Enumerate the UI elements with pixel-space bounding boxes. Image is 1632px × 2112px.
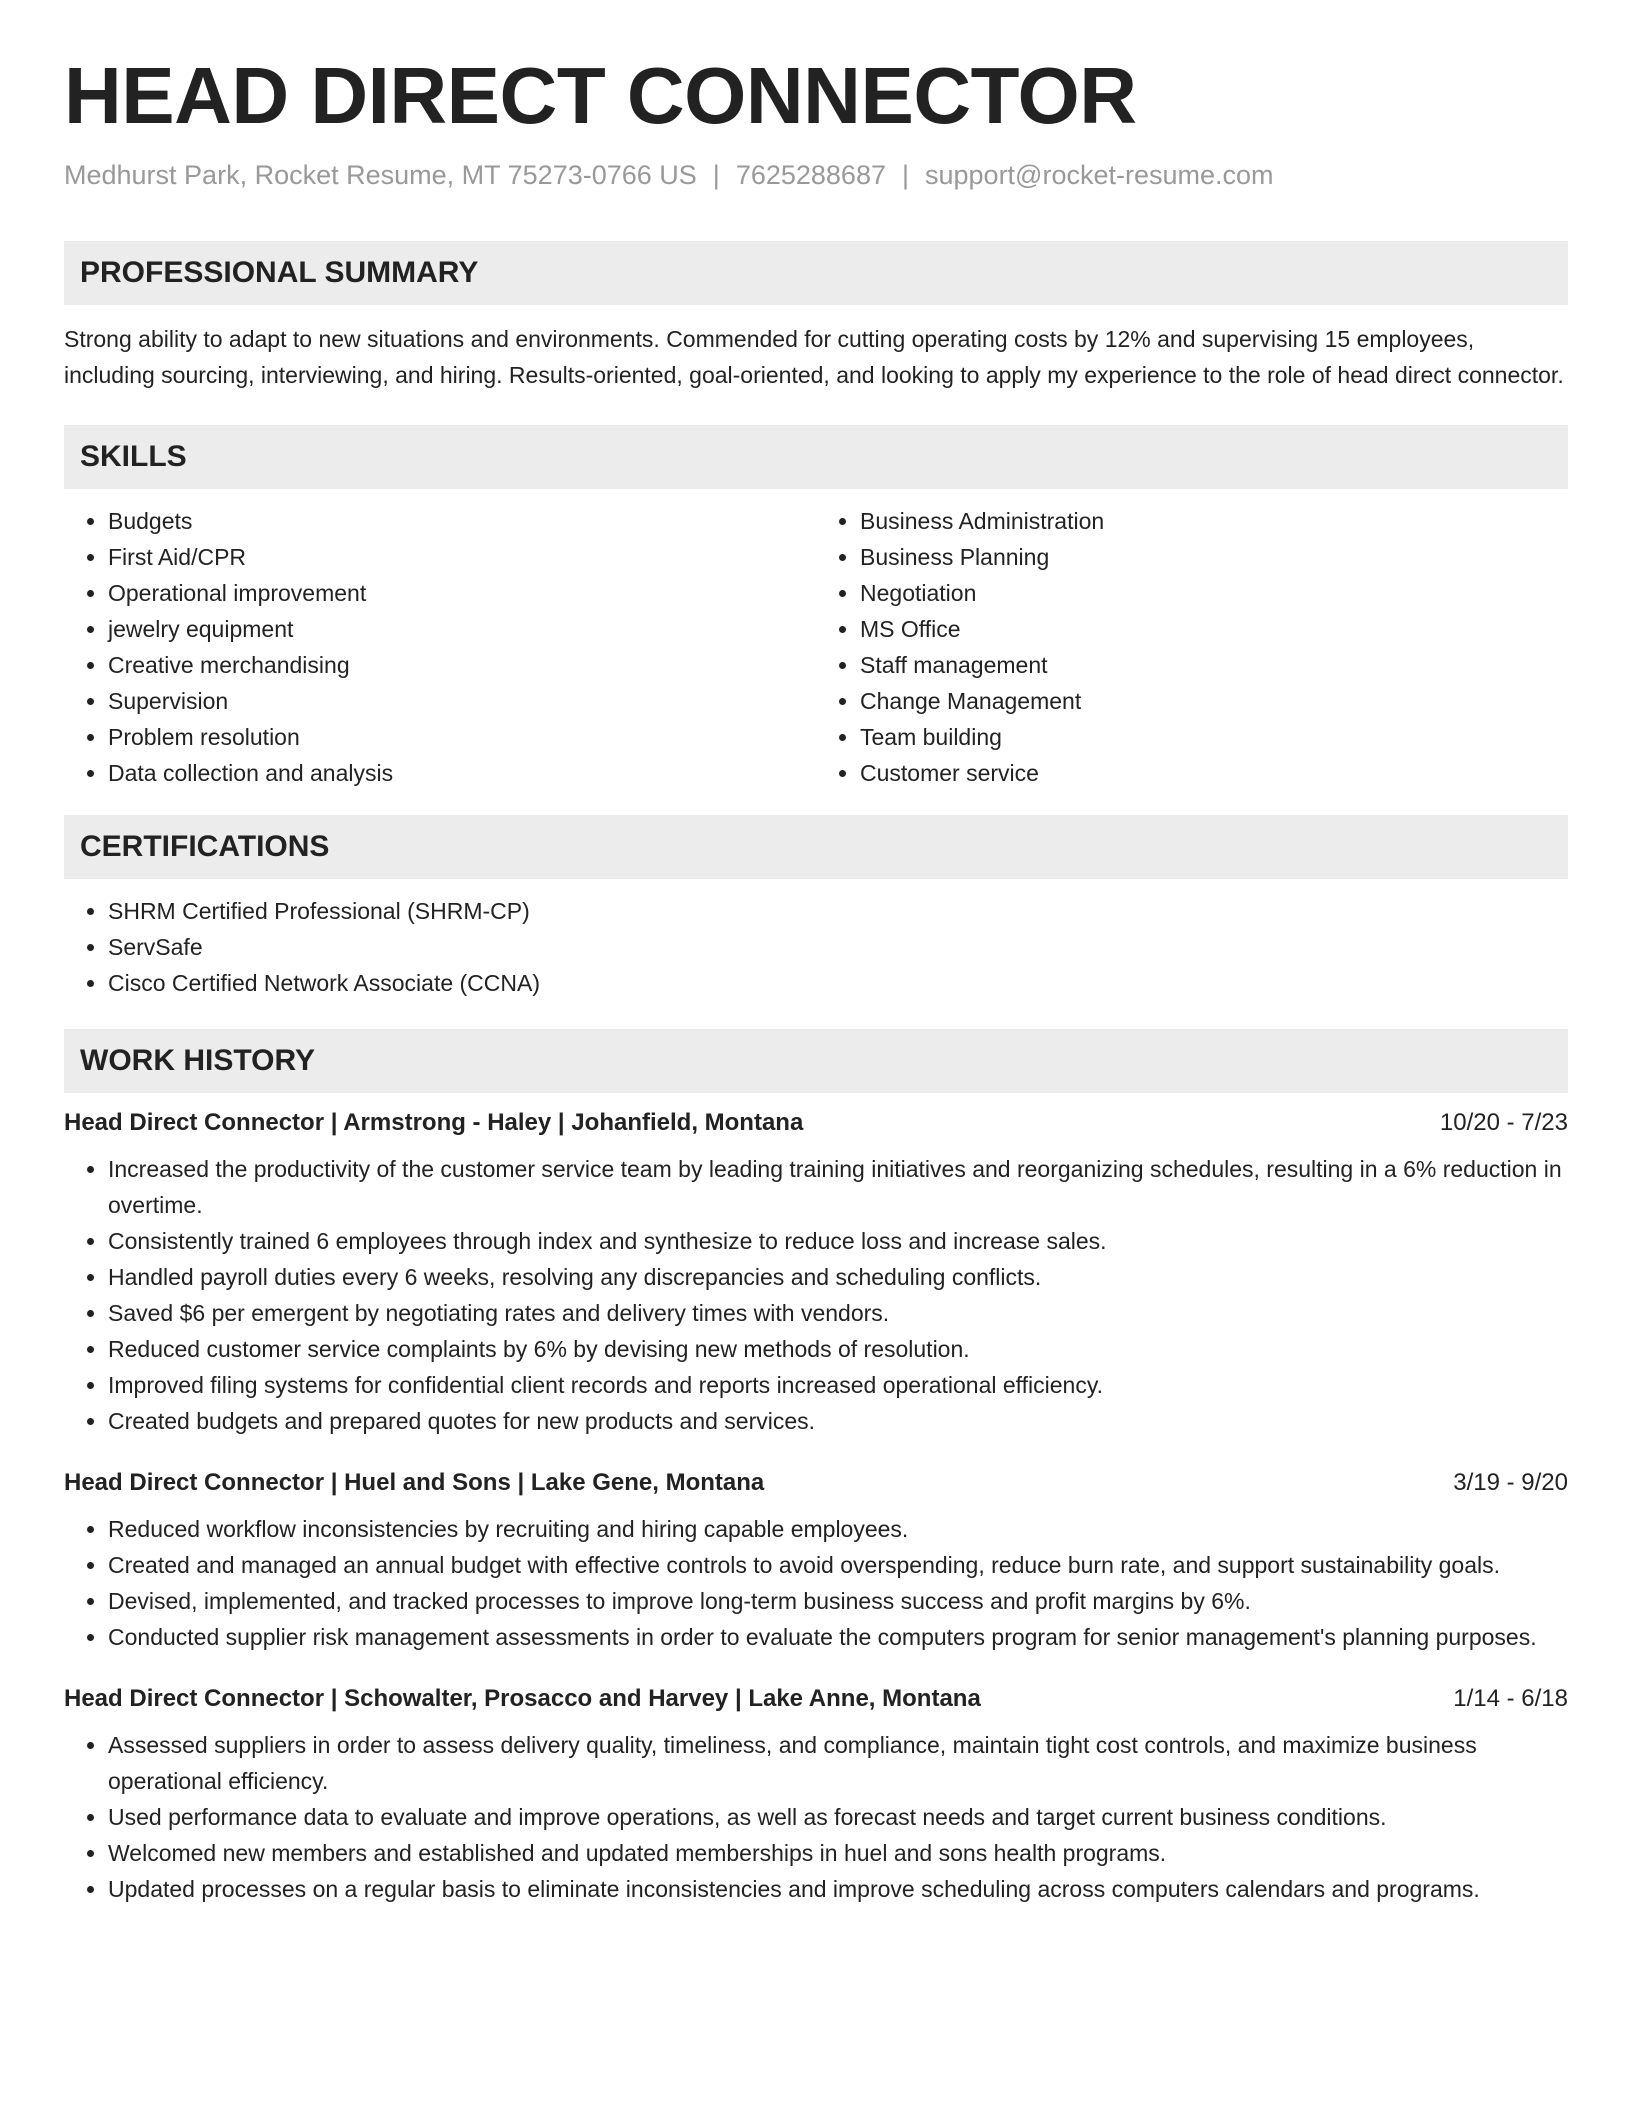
contact-address: Medhurst Park, Rocket Resume, MT 75273-0766 US [64, 160, 697, 190]
skill-item: • Change Management [860, 683, 1568, 719]
contact-separator: | [901, 160, 909, 190]
candidate-name: HEAD DIRECT CONNECTOR [64, 51, 1137, 140]
skill-item: • Staff management [860, 647, 1568, 683]
job-bullets [64, 1151, 1568, 1439]
job-header [64, 1469, 1568, 1497]
job-bullet: • Created budgets and prepared quotes for new products and services. [108, 1403, 1568, 1439]
job-bullet: • Saved $6 per emergent by negotiating rates and delivery times with vendors. [108, 1295, 1568, 1331]
job-dates: 3/19 - 9/20 [1453, 1469, 1568, 1496]
skills-list-left [64, 503, 816, 791]
contact-line [64, 160, 1568, 191]
job-title: Head Direct Connector | Armstrong - Haley | Johanfield, Montana [64, 1109, 804, 1136]
job-dates: 10/20 - 7/23 [1439, 1109, 1568, 1136]
skill-item: • Data collection and analysis [108, 755, 816, 791]
skill-item: • jewelry equipment [108, 611, 816, 647]
job-bullet: • Consistently trained 6 employees through index and synthesize to reduce loss and increase sales. [108, 1223, 1568, 1259]
job-entry [64, 1685, 1568, 1907]
contact-phone: 7625288687 [735, 160, 886, 190]
job-title: Head Direct Connector | Huel and Sons | Lake Gene, Montana [64, 1469, 765, 1496]
job-bullet: • Handled payroll duties every 6 weeks, resolving any discrepancies and scheduling conflicts. [108, 1259, 1568, 1295]
skill-item: • Problem resolution [108, 719, 816, 755]
work-history-list [64, 1109, 1568, 1907]
job-bullet: • Created and managed an annual budget with effective controls to avoid overspending, reduce burn rate, and support sustainability goals. [108, 1547, 1568, 1583]
certification-item: • SHRM Certified Professional (SHRM-CP) [108, 893, 1568, 929]
skill-item: • Negotiation [860, 575, 1568, 611]
job-bullet: • Assessed suppliers in order to assess delivery quality, timeliness, and compliance, maintain tight cost controls, and maximize business operational efficiency. [108, 1727, 1568, 1799]
job-bullet: • Reduced workflow inconsistencies by recruiting and hiring capable employees. [108, 1511, 1568, 1547]
job-bullet: • Improved filing systems for confidential client records and reports increased operational efficiency. [108, 1367, 1568, 1403]
skill-item: • Supervision [108, 683, 816, 719]
skill-item: • Operational improvement [108, 575, 816, 611]
job-bullet: • Devised, implemented, and tracked processes to improve long-term business success and profit margins by 6%. [108, 1583, 1568, 1619]
job-entry [64, 1109, 1568, 1439]
job-entry [64, 1469, 1568, 1655]
skill-item: • First Aid/CPR [108, 539, 816, 575]
certification-item: • Cisco Certified Network Associate (CCNA) [108, 965, 1568, 1001]
skill-item: • Budgets [108, 503, 816, 539]
job-title: Head Direct Connector | Schowalter, Prosacco and Harvey | Lake Anne, Montana [64, 1685, 981, 1712]
job-bullet: • Conducted supplier risk management assessments in order to evaluate the computers program for senior management's planning purposes. [108, 1619, 1568, 1655]
contact-separator: | [712, 160, 720, 190]
job-bullets [64, 1511, 1568, 1655]
job-dates: 1/14 - 6/18 [1453, 1685, 1568, 1712]
contact-email: support@rocket-resume.com [925, 160, 1274, 190]
skills-columns [64, 503, 1568, 791]
certifications-heading: CERTIFICATIONS [64, 815, 1568, 879]
summary-text: Strong ability to adapt to new situations and environments. Commended for cutting operating costs by 12% and supervising 15 employees, including sourcing, interviewing, and hiring. Results-oriented, goal-oriented, and looking to apply my experience to the role of head direct connector. [64, 326, 1564, 388]
job-bullet: • Reduced customer service complaints by 6% by devising new methods of resolution. [108, 1331, 1568, 1367]
job-bullet: • Increased the productivity of the customer service team by leading training initiatives and reorganizing schedules, resulting in a 6% reduction in overtime. [108, 1151, 1568, 1223]
job-header [64, 1109, 1568, 1137]
skill-item: • MS Office [860, 611, 1568, 647]
skill-item: • Customer service [860, 755, 1568, 791]
certification-item: • ServSafe [108, 929, 1568, 965]
certifications-list [64, 893, 1568, 1001]
skill-item: • Business Administration [860, 503, 1568, 539]
work-history-heading: WORK HISTORY [64, 1029, 1568, 1093]
skills-list-right [816, 503, 1568, 791]
job-header [64, 1685, 1568, 1713]
skill-item: • Team building [860, 719, 1568, 755]
skills-heading: SKILLS [64, 425, 1568, 489]
job-bullet: • Welcomed new members and established and updated memberships in huel and sons health programs. [108, 1835, 1568, 1871]
job-bullet: • Used performance data to evaluate and improve operations, as well as forecast needs and target current business conditions. [108, 1799, 1568, 1835]
job-bullets [64, 1727, 1568, 1907]
summary-heading: PROFESSIONAL SUMMARY [64, 241, 1568, 305]
skill-item: • Business Planning [860, 539, 1568, 575]
job-bullet: • Updated processes on a regular basis to eliminate inconsistencies and improve scheduling across computers calendars and programs. [108, 1871, 1568, 1907]
skill-item: • Creative merchandising [108, 647, 816, 683]
